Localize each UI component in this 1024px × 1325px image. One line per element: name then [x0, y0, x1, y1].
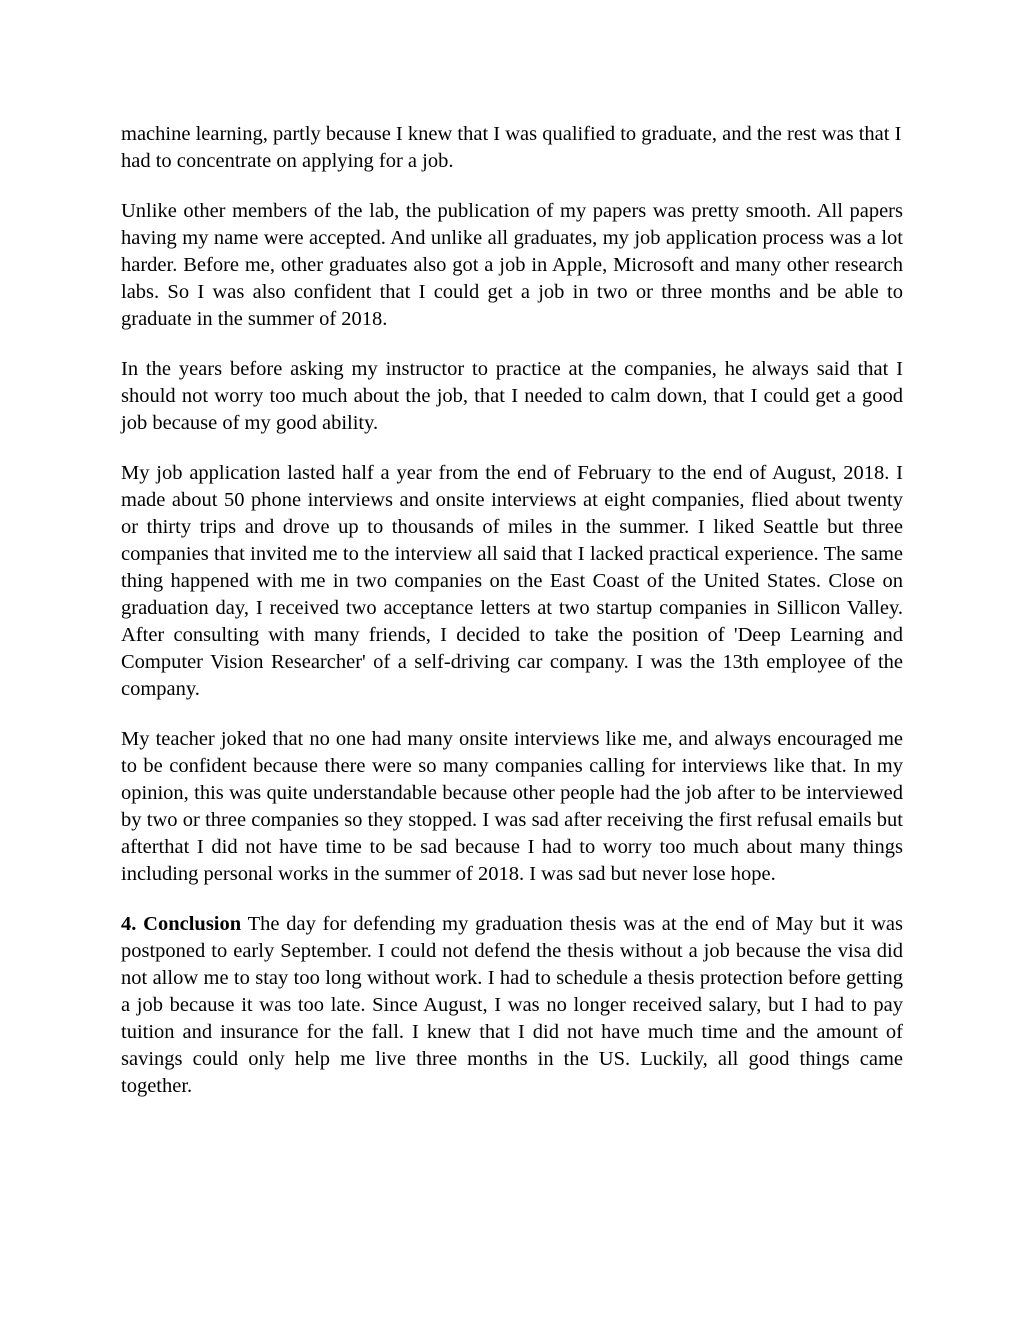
- paragraph-instructor: In the years before asking my instructor to practice at the companies, he always said that I should not worry too much about the job, that I needed to calm down, that I could get a good job because of my good ability.: [121, 358, 903, 434]
- document-page: [121, 121, 903, 1123]
- paragraph-publication: Unlike other members of the lab, the publication of my papers was pretty smooth. All papers having my name were accepted. And unlike all graduates, my job application process was a lot harder. Before me, other graduates also got a job in Apple, Microsoft and many other research labs. So I was also confident that I could get a job in two or three months and be able to graduate in the summer of 2018.: [121, 200, 903, 330]
- paragraph-conclusion: [121, 911, 903, 1100]
- paragraph-machine-learning: machine learning, partly because I knew that I was qualified to graduate, and the rest was that I had to concentrate on applying for a job.: [121, 123, 902, 172]
- conclusion-text: The day for defending my graduation thesis was at the end of May but it was postponed to early September. I could not defend the thesis without a job because the visa did not allow me to stay too long without work. I had to schedule a thesis protection before getting a job because it was too late. Since August, I was no longer received salary, but I had to pay tuition and insurance for the fall. I knew that I did not have much time and the amount of savings could only help me live three months in the US. Luckily, all good things came together.: [121, 913, 903, 1097]
- conclusion-heading: 4. Conclusion: [121, 913, 242, 935]
- paragraph-teacher: My teacher joked that no one had many onsite interviews like me, and always encouraged me to be confident because there were so many companies calling for interviews like that. In my opinion, this was quite understandable because other people had the job after to be interviewed by two or three companies so they stopped. I was sad after receiving the first refusal emails but afterthat I did not have time to be sad because I had to worry too much about many things including personal works in the summer of 2018. I was sad but never lose hope.: [121, 728, 903, 885]
- paragraph-job-application: My job application lasted half a year from the end of February to the end of August, 2018. I made about 50 phone interviews and onsite interviews at eight companies, flied about twenty or thirty trips and drove up to thousands of miles in the summer. I liked Seattle but three companies that invited me to the interview all said that I lacked practical experience. The same thing happened with me in two companies on the East Coast of the United States. Close on graduation day, I received two acceptance letters at two startup companies in Sillicon Valley. After consulting with many friends, I decided to take the position of 'Deep Learning and Computer Vision Researcher' of a self-driving car company. I was the 13th employee of the company.: [121, 462, 903, 700]
